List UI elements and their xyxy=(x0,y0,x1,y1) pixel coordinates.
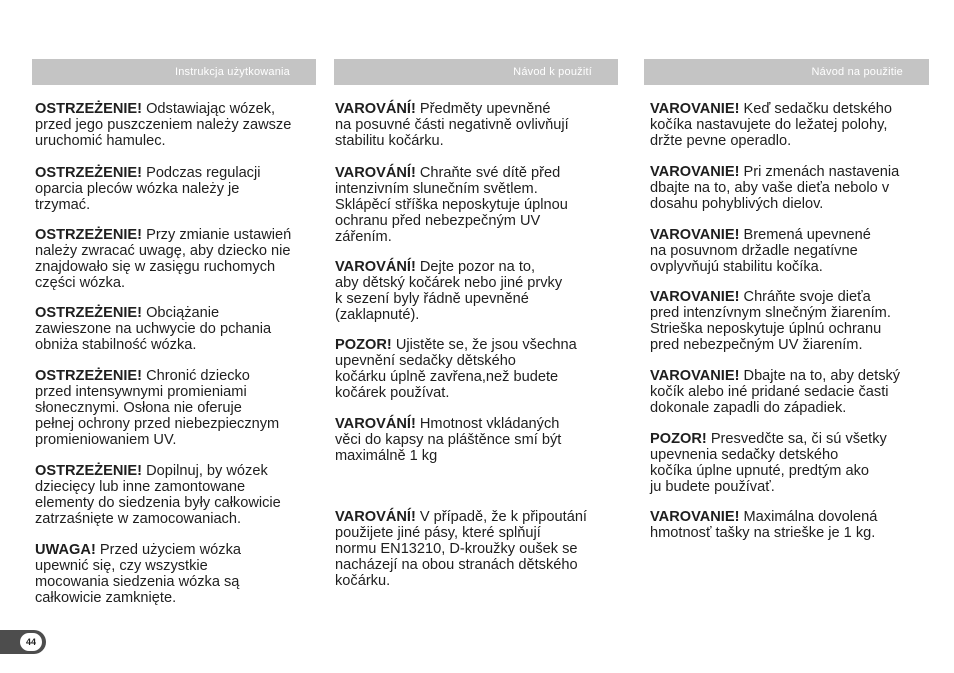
warning-text: Maximálna dovolená hmotnosť tašky na strieške je 1 kg. xyxy=(650,509,878,541)
warning-paragraph xyxy=(35,165,260,213)
warning-label: POZOR! xyxy=(335,337,392,353)
warning-paragraph xyxy=(335,259,562,323)
warning-paragraph xyxy=(650,431,887,495)
warning-paragraph xyxy=(35,227,291,291)
warning-label: VAROVANIE! xyxy=(650,289,740,305)
warning-label: VAROVÁNÍ! xyxy=(335,259,416,275)
warning-text: Keď sedačku detského kočíka nastavujete do ležatej polohy, držte pevne operadlo. xyxy=(650,101,893,149)
warning-paragraph xyxy=(335,101,569,149)
header-bar-sk xyxy=(644,59,929,85)
warning-text: Chráňte svoje dieťa pred intenzívnym slnečným žiarením. Strieška neposkytuje úplnú ochranu pred nebezpečným UV žiarením. xyxy=(650,289,891,353)
warning-paragraph xyxy=(35,101,291,149)
warning-text: Przed użyciem wózka upewnić się, czy wszystkie mocowania siedzenia wózka są całkowicie zamknięte. xyxy=(35,542,241,606)
warning-label: VAROVANIE! xyxy=(650,509,740,525)
warning-text: Bremená upevnené na posuvnom držadle negatívne ovplyvňujú stabilitu kočíka. xyxy=(650,227,871,275)
warning-paragraph xyxy=(335,509,587,589)
warning-label: VAROVÁNÍ! xyxy=(335,165,416,181)
warning-label: VAROVANIE! xyxy=(650,227,740,243)
warning-paragraph xyxy=(35,368,279,448)
warning-label: VAROVANIE! xyxy=(650,164,740,180)
warning-label: OSTRZEŻENIE! xyxy=(35,368,143,384)
page-number: 44 xyxy=(20,633,42,651)
warning-text: Hmotnost vkládaných věci do kapsy na pláštěnce smí být maximálně 1 kg xyxy=(335,416,562,464)
warning-label: OSTRZEŻENIE! xyxy=(35,101,143,117)
warning-paragraph xyxy=(35,463,281,527)
warning-paragraph xyxy=(650,289,891,353)
warning-text: Dbajte na to, aby detský kočík alebo iné pridané sedacie časti dokonale zapadli do západiek. xyxy=(650,368,901,416)
warning-label: OSTRZEŻENIE! xyxy=(35,227,143,243)
warning-text: V případě, že k připoutání použijete jiné pásy, které splňují normu EN13210, D-kroužky oušek se nacházejí na obou stranách dětského kočárku. xyxy=(335,509,587,589)
warning-paragraph xyxy=(35,305,271,353)
warning-text: Obciążanie zawieszone na uchwycie do pchania obniża stabilność wózka. xyxy=(35,305,272,353)
header-title: Návod na použitie xyxy=(811,66,903,78)
warning-text: Dopilnuj, by wózek dziecięcy lub inne zamontowane elementy do siedzenia były całkowicie zatrzaśnięte w zamocowaniach. xyxy=(35,463,281,527)
warning-text: Ujistěte se, že jsou všechna upevnění sedačky dětského kočárku úplně zavřena,než budete kočárek používat. xyxy=(335,337,577,401)
warning-text: Předměty upevněné na posuvné části negativně ovlivňují stabilitu kočárku. xyxy=(335,101,569,149)
header-title: Instrukcja użytkowania xyxy=(174,66,290,78)
warning-label: OSTRZEŻENIE! xyxy=(35,463,143,479)
warning-label: OSTRZEŻENIE! xyxy=(35,305,143,321)
header-title: Návod k použití xyxy=(513,66,592,78)
warning-paragraph xyxy=(335,337,577,401)
warning-text: Presvedčte sa, či sú všetky upevnenia sedačky detského kočíka úplne upnuté, predtým ako ju budete používať. xyxy=(650,431,887,495)
warning-paragraph xyxy=(335,165,568,245)
warning-paragraph xyxy=(650,368,900,416)
warning-label: VAROVANIE! xyxy=(650,101,740,117)
page-number-tab xyxy=(0,630,46,654)
warning-text: Podczas regulacji oparcia pleców wózka należy je trzymać. xyxy=(35,165,261,213)
warning-text: Dejte pozor na to, aby dětský kočárek nebo jiné prvky k sezení byly řádně upevněné (zaklapnuté). xyxy=(335,259,563,323)
header-bar-cz xyxy=(334,59,618,85)
warning-paragraph xyxy=(35,542,241,606)
warning-label: OSTRZEŻENIE! xyxy=(35,165,143,181)
warning-paragraph xyxy=(650,164,899,212)
warning-label: VAROVÁNÍ! xyxy=(335,509,416,525)
warning-text: Chraňte své dítě před intenzivním slunečním světlem. Sklápěcí stříška neposkytuje úplnou ochranu před nebezpečným UV zářením. xyxy=(335,165,568,245)
warning-text: Pri zmenách nastavenia dbajte na to, aby vaše dieťa nebolo v dosahu pohyblivých dielov. xyxy=(650,164,900,212)
warning-label: UWAGA! xyxy=(35,542,96,558)
header-bar-pl xyxy=(32,59,316,85)
warning-paragraph xyxy=(650,227,871,275)
warning-paragraph xyxy=(650,101,892,149)
warning-paragraph xyxy=(650,509,877,541)
warning-label: VAROVÁNÍ! xyxy=(335,416,416,432)
warning-text: Chronić dziecko przed intensywnymi promieniami słonecznymi. Osłona nie oferuje pełnej ochrony przed niebezpiecznym promieniowaniem UV. xyxy=(35,368,280,448)
warning-label: POZOR! xyxy=(650,431,707,447)
warning-label: VAROVANIE! xyxy=(650,368,740,384)
warning-label: VAROVÁNÍ! xyxy=(335,101,416,117)
warning-text: Odstawiając wózek, przed jego puszczeniem należy zawsze uruchomić hamulec. xyxy=(35,101,292,149)
warning-text: Przy zmianie ustawień należy zwracać uwagę, aby dziecko nie znajdowało się w zasięgu ruchomych części wózka. xyxy=(35,227,292,291)
warning-paragraph xyxy=(335,416,561,464)
